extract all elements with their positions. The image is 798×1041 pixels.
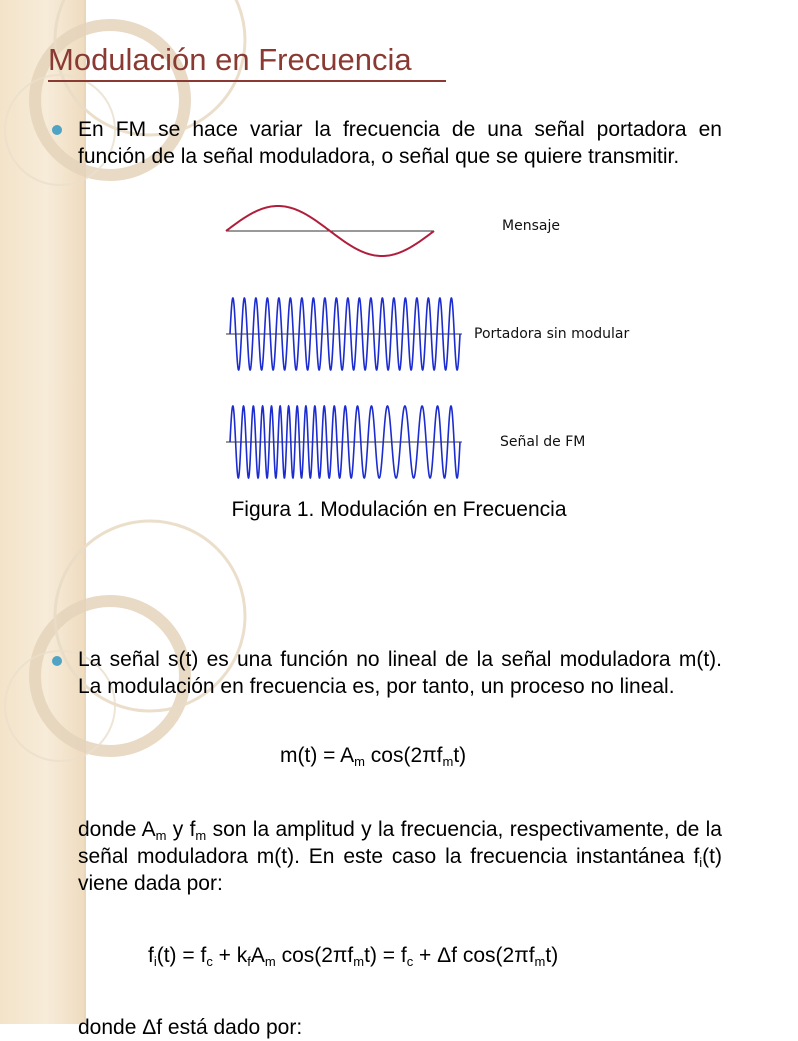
equation-instantaneous-frequency: $f_i(t) = f_c + k_fA_m$ $\cos(2\pi f_mt) = f_c + \Delta f$ $\cos(2\pi f_mt)$	[148, 944, 559, 969]
label-portadora: Portadora sin modular	[474, 326, 630, 342]
fm-waveform-figure	[222, 194, 652, 484]
fm-intro-text: En FM se hace variar la frecuencia de una señal portadora en función de la señal moduladora, o señal que se quiere transmitir.	[78, 118, 722, 168]
title-underline	[48, 80, 446, 82]
slide-2	[0, 576, 768, 1039]
figure-caption: Figura 1. Modulación en Frecuencia	[231, 498, 567, 521]
equation-message: $m(t) = A_m$ $\cos(2\pi f_mt)$	[280, 744, 467, 769]
carrier-wave	[230, 298, 460, 370]
donde-text: donde $A_m$ y $f_m$ son la amplitud y la frecuencia, respectivamente, de la señal moduladora m(t). En este caso la frecuencia instantánea $f_i(t)$ viene dada por:	[78, 818, 722, 895]
bullet-dot	[52, 656, 62, 666]
trailing-text-cut-off: donde Δf está dado por:	[78, 1016, 303, 1039]
label-senal-fm: Señal de FM	[500, 434, 586, 450]
label-mensaje: Mensaje	[502, 218, 560, 234]
bullet-dot	[52, 125, 62, 135]
nonlinear-text: La señal s(t) es una función no lineal de la señal moduladora m(t). La modulación en frecuencia es, por tanto, un proceso no lineal.	[78, 648, 722, 698]
slide-title: Modulación en Frecuencia	[48, 42, 412, 77]
